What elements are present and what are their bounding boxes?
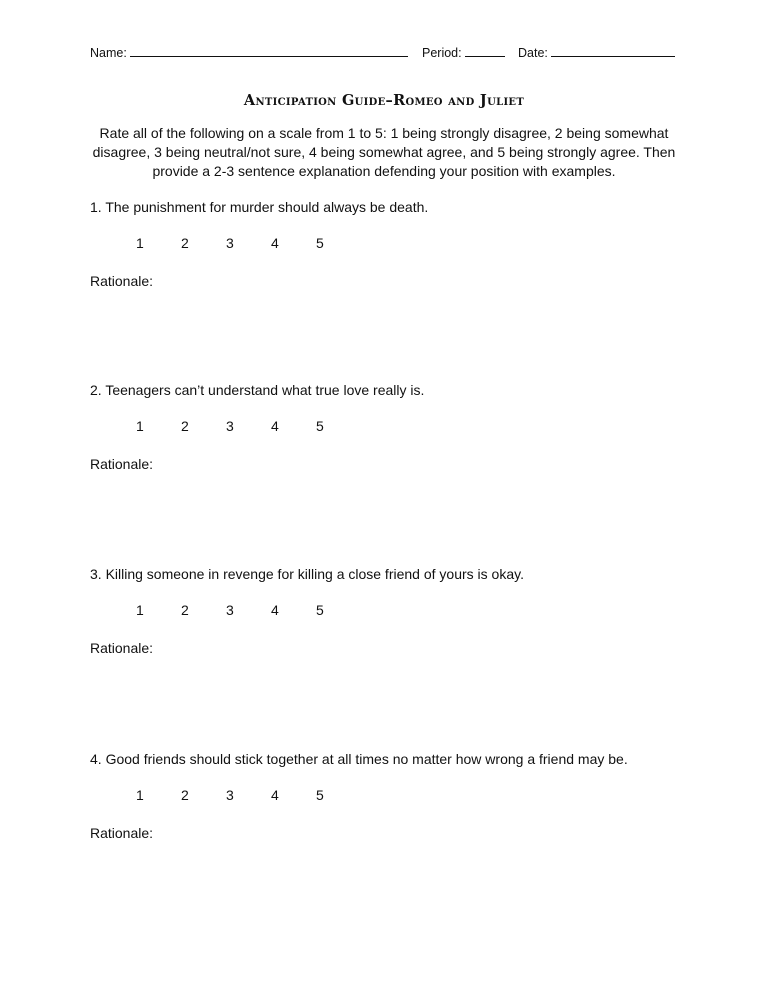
rating-option-2[interactable]: 2 [181, 418, 189, 434]
rating-option-4[interactable]: 4 [271, 235, 279, 251]
name-blank[interactable] [130, 45, 408, 57]
rating-option-4[interactable]: 4 [271, 602, 279, 618]
rationale-label: Rationale: [90, 273, 154, 289]
rating-option-1[interactable]: 1 [136, 235, 144, 251]
rationale-label: Rationale: [90, 640, 154, 656]
rating-option-5[interactable]: 5 [316, 418, 324, 434]
rating-option-1[interactable]: 1 [136, 787, 144, 803]
question-4 [90, 750, 690, 842]
question-text: 1. The punishment for murder should always be death. [90, 199, 429, 215]
question-1 [90, 198, 690, 290]
name-field[interactable] [90, 45, 408, 60]
rating-option-3[interactable]: 3 [226, 235, 234, 251]
rating-option-1[interactable]: 1 [136, 602, 144, 618]
rating-option-2[interactable]: 2 [181, 235, 189, 251]
period-label: Period: [422, 46, 462, 60]
rating-option-3[interactable]: 3 [226, 418, 234, 434]
page-title: Anticipation Guide–Romeo and Juliet [243, 92, 525, 109]
question-2 [90, 381, 690, 473]
rating-option-4[interactable]: 4 [271, 787, 279, 803]
date-field[interactable] [518, 45, 675, 60]
period-field[interactable] [422, 45, 505, 60]
rating-option-4[interactable]: 4 [271, 418, 279, 434]
rating-option-3[interactable]: 3 [226, 787, 234, 803]
period-blank[interactable] [465, 45, 505, 57]
rating-scale [90, 602, 690, 620]
rating-scale [90, 235, 690, 253]
instructions: Rate all of the following on a scale from 1 to 5: 1 being strongly disagree, 2 being somewhat disagree, 3 being neutral/not sure, 4 being somewhat agree, and 5 being strongly agree. Then provide a 2-3 sentence explanation defending your position with examples. [92, 125, 676, 179]
question-text: 3. Killing someone in revenge for killing a close friend of yours is okay. [90, 566, 524, 582]
name-label: Name: [90, 46, 127, 60]
rating-option-5[interactable]: 5 [316, 235, 324, 251]
rating-option-2[interactable]: 2 [181, 787, 189, 803]
question-3 [90, 565, 690, 657]
rating-scale [90, 418, 690, 436]
date-blank[interactable] [551, 45, 675, 57]
question-text: 4. Good friends should stick together at all times no matter how wrong a friend may be. [90, 751, 628, 767]
rationale-label: Rationale: [90, 825, 154, 841]
rationale-label: Rationale: [90, 456, 154, 472]
rating-option-5[interactable]: 5 [316, 602, 324, 618]
date-label: Date: [518, 46, 548, 60]
rating-option-5[interactable]: 5 [316, 787, 324, 803]
rating-option-1[interactable]: 1 [136, 418, 144, 434]
rating-option-2[interactable]: 2 [181, 602, 189, 618]
rating-scale [90, 787, 690, 805]
question-text: 2. Teenagers can’t understand what true love really is. [90, 382, 425, 398]
rating-option-3[interactable]: 3 [226, 602, 234, 618]
